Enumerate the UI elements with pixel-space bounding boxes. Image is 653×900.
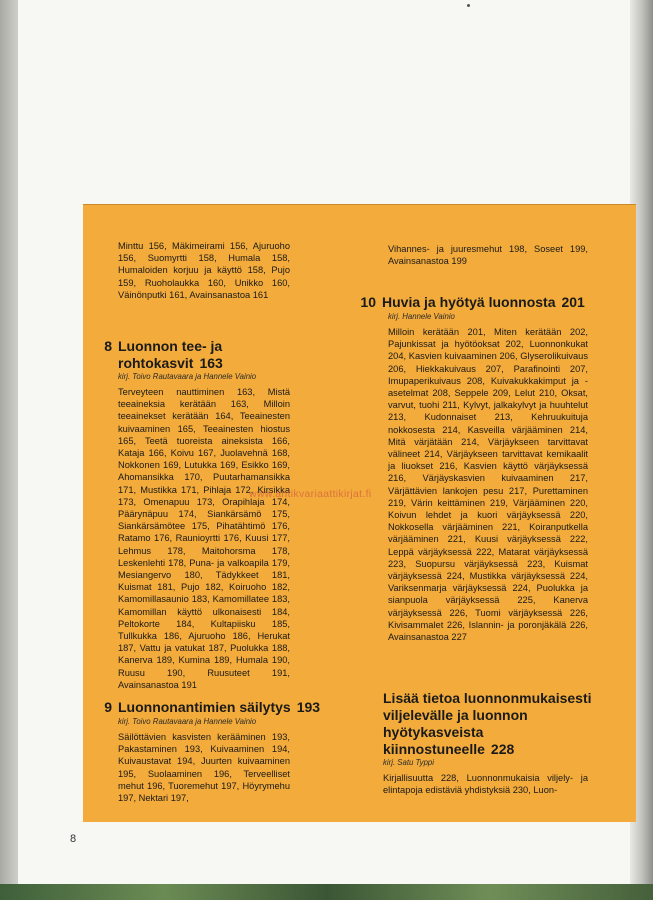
chapter-9-body: Säilöttävien kasvisten kerääminen 193, Pakastaminen 193, Kuivaaminen 194, Kuivaustavat 194, Juurten kuivaaminen 195, Suolaaminen 196, Terveelliset mehut 196, Tuoremehut 197, Höyrymehu 197, Nektari 197, — [118, 732, 290, 804]
further-info-title-line3: hyötykasveista — [383, 724, 484, 740]
chapter-9-heading — [96, 699, 320, 716]
further-info-content — [383, 757, 588, 796]
chapter-8-title-line2: rohtokasvit — [118, 355, 194, 371]
speck — [467, 4, 470, 7]
page-number: 8 — [70, 833, 77, 845]
chapter-10-page: 201 — [561, 294, 585, 310]
chapter-8-body: Terveyteen nauttiminen 163, Mistä teeaineksia kerätään 163, Milloin teeainekset kerätään 164, Teeainesten kuivaaminen 165, Teeainesten hiostus 165, Teetä tuoreista aineksista 166, Kataja 166, Koivu 167, Juolavehnä 168, Nokkonen 169, Lutukka 169, Esikko 169, Ahomansikka 170, Puutarhamansikka 171, Mustikka 171, Pihlaja 172, Kirsikka 173, Omenapuu 173, Orapihlaja 174, Pääryпäpuu 174, Siankärsämö 175, Siankärsämötee 175, Pihatähtimö 176, Ratamo 176, Raunioyrtti 176, Kuusi 177, Lehmus 178, Maitohorsma 178, Leskenlehti 178, Puna- ja valkoapila 179, Mesiangervo 180, Tädykkeet 181, Kuismat 181, Pujo 182, Koiruoho 182, Kamomillasaunio 183, Kamomillatee 183, Kamomillan käyttö ulkonaisesti 184, Peltokorte 184, Kultapiisku 185, Tullkukka 186, Ajuruoho 186, Herukat 187, Vattu ja vatukat 187, Puolukka 188, Kanerva 189, Kumina 189, Humala 190, Ruusu 190, Ruusuteet 191, Avainsanastoa 191 — [118, 387, 290, 690]
further-info-title-line2: viljelevälle ja luonnon — [383, 707, 528, 723]
further-info-author: kirj. Satu Typpi — [383, 758, 434, 767]
chapter-10-body: Milloin kerätään 201, Miten kerätään 202, Pajunkissat ja hyötöoksat 202, Luonnonkukat 204, Kasvien kuivaaminen 206, Glyserolikuivaus 206, Hiekkakuivaus 207, Parafinointi 207, Imupaperikuivaus 208, Kuivakukkakimput ja -asetelmat 208, Seppele 209, Lelut 210, Oksat, varvut, tuohi 211, Kylvyt, jalkakylvyt ja huuhtelut 213, Kudonnaiset 213, Kehruukuituja nokkosesta 214, Kasveilla värjääminen 214, Mitä värjätään 214, Värjäykseen tarvittavat välineet 214, Värjäykseen tarvittavat kemikaalit ja liuokset 216, Kasvien käyttö värjäyksessä 216, Värjäyskasvien kuivaaminen 217, Värjättävien lankojen pesu 217, Purettaminen 219, Värin keittäminen 219, Värjääminen 220, Koivun lehdet ja kuori värjäyksessä 220, Nokkosella värjääminen 221, Koiranputkella värjääminen 221, Kuusi värjäyksessä 222, Leppä värjäyksessä 222, Matarat värjäyksessä 223, Suopursu värjäyksessä 223, Kuismat värjäyksessä 224, Mustikka värjäyksessä 224, Variksenmarja värjäyksessä 224, Puolukka ja sianpuola värjäyksessä 225, Kanerva värjäyksessä 226, Tuomi värjäyksessä 226, Kivisammalet 226, Islannin- ja poronjäkälä 226, Avainsanastoa 227 — [388, 327, 588, 643]
chapter-9-content — [118, 716, 290, 804]
chapter-8-heading — [96, 338, 223, 372]
chapter-9-title: Luonnonantimien säilytys — [118, 699, 291, 715]
further-info-heading — [383, 690, 592, 758]
chapter-10-heading — [360, 294, 585, 311]
further-info-body: Kirjallisuutta 228, Luonnonmukaisia viljely- ja elintapoja edistäviä yhdistyksiä 230, Luon- — [383, 773, 588, 796]
chapter-10-content — [388, 311, 588, 643]
chapter-10-number: 10 — [360, 294, 376, 310]
watermark: www.antikvariaattikirjat.fi — [249, 488, 372, 500]
chapter-10-title: Huvia ja hyötyä luonnosta — [382, 294, 556, 310]
right-continuation — [388, 243, 588, 267]
chapter-8-title-line1: Luonnon tee- ja — [118, 338, 223, 354]
chapter-9-page: 193 — [296, 699, 321, 715]
chapter-8-number: 8 — [104, 338, 112, 354]
page-gutter-shadow — [0, 0, 18, 900]
background-strip — [0, 884, 653, 900]
left-continuation — [118, 240, 290, 301]
chapter-9-number: 9 — [104, 699, 112, 715]
chapter-8-author: kirj. Toivo Rautavaara ja Hannele Vainio — [118, 372, 257, 381]
chapter-10-author: kirj. Hannele Vainio — [388, 312, 455, 321]
chapter-9-author: kirj. Toivo Rautavaara ja Hannele Vainio — [118, 717, 257, 726]
right-continuation-text: Vihannes- ja juuresmehut 198, Soseet 199, Avainsanastoa 199 — [388, 244, 588, 267]
chapter-8-page: 163 — [199, 355, 223, 371]
further-info-title-line1: Lisää tietoa luonnonmukaisesti — [383, 690, 592, 706]
further-info-page: 228 — [490, 741, 515, 757]
chapter-8-content — [118, 371, 290, 691]
further-info-title-line4: kiinnostuneelle — [383, 741, 485, 757]
left-continuation-text: Minttu 156, Mäkimeirami 156, Ajuruoho 156, Suomyrtti 158, Humala 158, Humaloiden korjuu ja käyttö 158, Pujo 159, Ruoholaukka 160, Unikko 160, Väinönputki 161, Avainsanastoa 161 — [118, 241, 290, 300]
